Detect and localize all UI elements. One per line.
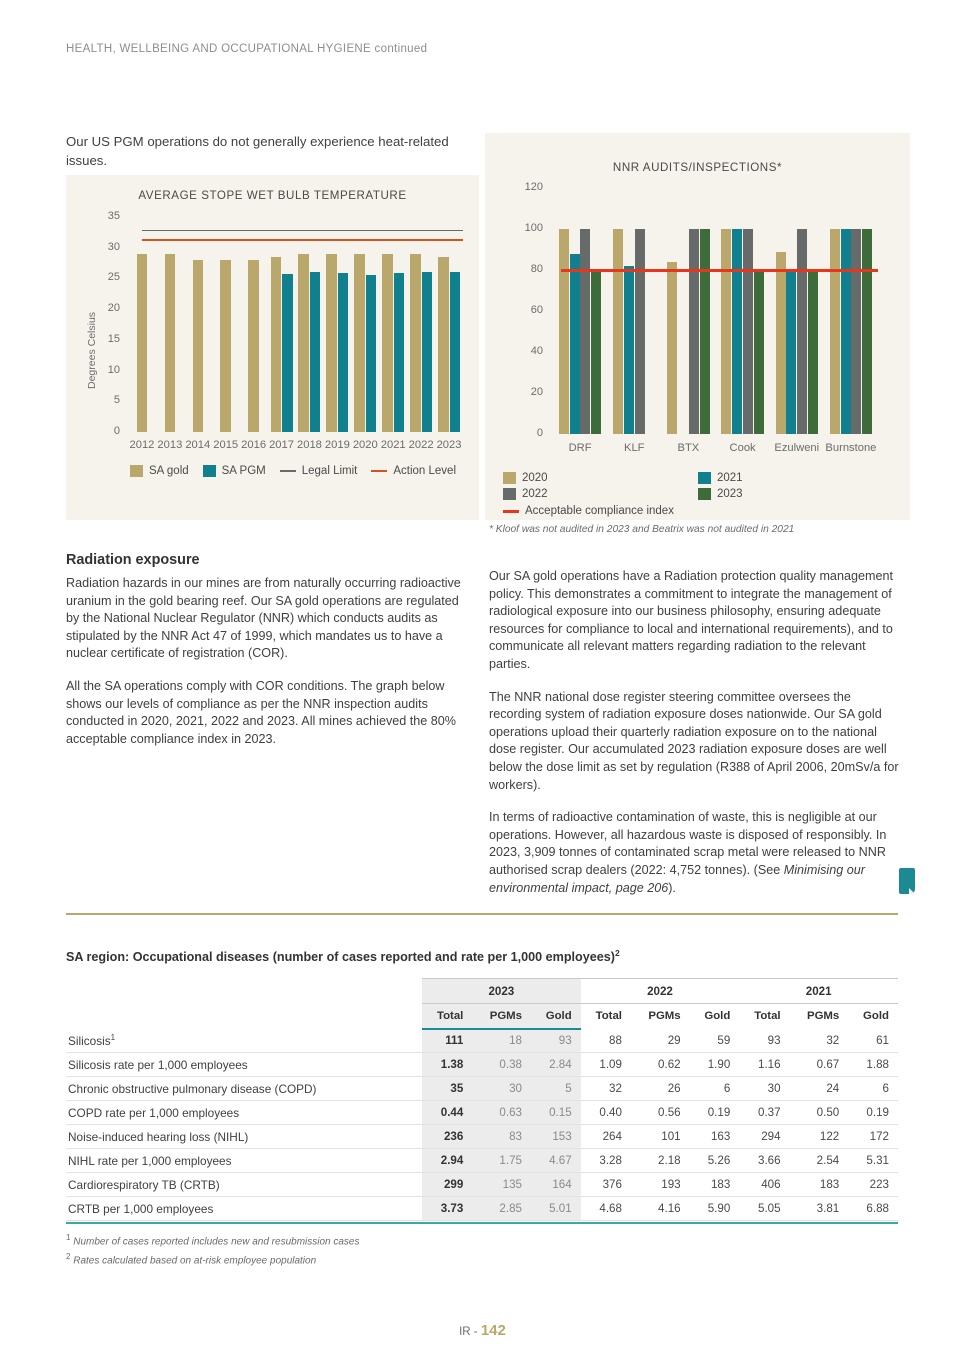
table-cell: 406 [739,1173,789,1197]
table-cell: 6.88 [848,1197,898,1221]
table-cell: 153 [531,1125,581,1149]
table-cell: 24 [790,1077,849,1101]
page-title: Radiation exposure [66,552,200,568]
table-row-label: Cardiorespiratory TB (CRTB) [66,1173,422,1197]
bar-2023 [591,270,601,434]
table-cell: 0.44 [422,1101,472,1125]
bar-sa-gold [271,257,282,432]
table-cell: 2.85 [472,1197,531,1221]
footnote-marker: 1 [66,1233,71,1242]
legend-label: Action Level [393,465,456,477]
table-cell: 0.40 [581,1101,631,1125]
legend-item [130,465,189,477]
y-axis-tick: 120 [524,181,543,193]
table-cell: 88 [581,1029,631,1053]
table-cell: 1.09 [581,1053,631,1077]
table-sub-header-2023-gold: Gold [531,1004,581,1029]
y-axis-tick: 60 [530,304,543,316]
cross-reference-italic: Minimising our environmental impact, page 206 [489,862,865,895]
bar-sa-gold [193,260,204,432]
table-row [66,1125,898,1149]
legend-line [280,470,296,472]
bar-sa-pgm [282,274,293,432]
table-cell: 4.68 [581,1197,631,1221]
y-axis-tick: 20 [107,302,120,315]
table-sub-header-2023-total: Total [422,1004,472,1029]
table-cell: 101 [631,1125,690,1149]
y-axis-tick: 35 [107,210,120,222]
legend-swatch [503,488,516,500]
table-cell: 0.67 [790,1053,849,1077]
table-cell: 32 [581,1077,631,1101]
bar-2021 [786,270,796,434]
table-group-header-row [66,979,898,1004]
table-caption [66,948,620,964]
paragraph: Radiation hazards in our mines are from naturally occurring radioactive uranium in the gold bearing reef. Our SA gold operations are regulated by the National Nuclear Regulator (NNR) which conducts audits as stipulated by the NNR Act 47 of 1999, which mandates us to have a nuclear certificate of registration (COR). [66,576,461,661]
bar-sa-pgm [366,275,377,432]
table-cell: 223 [848,1173,898,1197]
table-cell: 2.54 [790,1149,849,1173]
bar-sa-gold [298,254,309,432]
bar-sa-gold [438,257,449,432]
table-cell: 0.37 [739,1101,789,1125]
y-axis-tick: 10 [107,363,120,376]
paragraph: Our SA gold operations have a Radiation protection quality management policy. This demonstrates a commitment to integrate the management of radiological exposure into our business philosophy, ensuring adequate resources for compliance to local and international requirements), and to communicate all relevant matters regarding radiation to the relevant parties. [489,569,893,671]
page-footer [0,1322,965,1339]
table-sub-header-2021-pgms: PGMs [790,1004,849,1029]
table-cell: 193 [631,1173,690,1197]
table-cell: 6 [690,1077,740,1101]
table-sub-header-row [66,1004,898,1029]
table-header-rule [422,1028,581,1030]
table-cell: 35 [422,1077,472,1101]
bar-2020 [830,229,840,434]
legend-swatch [698,472,711,484]
bar-sa-pgm [394,273,405,432]
page-number: 142 [480,1322,506,1339]
x-axis-tick: Burnstone [825,442,877,454]
paragraph-with-reference [489,809,899,897]
table-cell: 29 [631,1029,690,1053]
body-column-right [489,568,899,912]
bar-sa-gold [248,260,259,432]
table-row-label: Silicosis$^1$ [66,1029,422,1053]
x-axis-tick: BTX [677,442,700,454]
table-cell: 294 [739,1125,789,1149]
table-bottom-rule [66,1222,898,1224]
table-cell: 59 [690,1029,740,1053]
table-cell: 0.19 [690,1101,740,1125]
table-row [66,1197,898,1221]
table-cell: 0.56 [631,1101,690,1125]
bar-2021 [570,254,580,434]
bar-sa-pgm [450,272,461,432]
table-cell: 111 [422,1029,472,1053]
bookmark-icon [899,868,915,894]
table-cell: 1.90 [690,1053,740,1077]
table-cell: 4.67 [531,1149,581,1173]
table-row-label: Chronic obstructive pulmonary disease (COPD) [66,1077,422,1101]
table-cell: 30 [739,1077,789,1101]
bar-sa-pgm [338,273,349,432]
bar-2020 [613,229,623,434]
legend-label: Acceptable compliance index [525,505,674,517]
table-cell: 32 [790,1029,849,1053]
table-row-label: COPD rate per 1,000 employees [66,1101,422,1125]
legend-item [503,472,684,484]
running-head: HEALTH, WELLBEING AND OCCUPATIONAL HYGIENE continued [66,43,428,55]
table-cell: 376 [581,1173,631,1197]
table-cell: 5.01 [531,1197,581,1221]
bar-sa-gold [382,254,393,432]
bar-sa-gold [410,254,421,432]
paragraph-text-suffix: ). [668,880,676,895]
x-axis-tick: 2023 [436,439,462,451]
plot-area-left [128,217,463,432]
bar-2021 [732,229,742,434]
table-cell: 5.90 [690,1197,740,1221]
bar-2023 [808,270,818,434]
y-axis-tick: 20 [530,386,543,398]
table-sub-header-2022-total: Total [581,1004,631,1029]
table-cell: 264 [581,1125,631,1149]
table-cell: 5 [531,1077,581,1101]
table-cell: 236 [422,1125,472,1149]
legend-item [371,465,456,477]
table-cell: 3.28 [581,1149,631,1173]
x-axis-tick: 2022 [408,439,434,451]
table-cell: 83 [472,1125,531,1149]
legend-swatch [130,465,143,477]
legend-label: SA gold [149,465,189,477]
legend-item [503,505,879,517]
footnote-marker: 2 [66,1252,71,1261]
y-axis-tick: 15 [107,332,120,345]
table-cell: 2.84 [531,1053,581,1077]
table-cell: 1.88 [848,1053,898,1077]
table-cell: 122 [790,1125,849,1149]
legend-label: 2023 [717,488,743,500]
bar-sa-gold [220,260,231,432]
table-cell: 172 [848,1125,898,1149]
table-cell: 164 [531,1173,581,1197]
table-cell: 183 [690,1173,740,1197]
table-cell: 135 [472,1173,531,1197]
x-axis-tick: 2020 [352,439,378,451]
bar-2020 [667,262,677,434]
legend-item [203,465,266,477]
reference-line-action-level [142,239,463,242]
table-row [66,1173,898,1197]
y-axis-tick: 25 [107,271,120,284]
legend-item [503,488,684,500]
y-axis-tick: 40 [530,345,543,357]
table-footnote-2: $^2$ Rates calculated based on at-risk employee population [66,1252,317,1267]
table-body [66,1029,898,1221]
table-cell: 93 [531,1029,581,1053]
reference-line-legal-limit [142,230,463,232]
bar-2021 [841,229,851,434]
table-row-label: CRTB per 1,000 employees [66,1197,422,1221]
bar-sa-gold [326,254,337,432]
section-divider [66,913,898,915]
table-row-label: NIHL rate per 1,000 employees [66,1149,422,1173]
table-group-header-2023: 2023 [422,979,581,1004]
chart-title-right: NNR AUDITS/INSPECTIONS* [612,161,783,174]
legend-item [698,488,879,500]
y-axis-tick: 30 [107,240,120,253]
bar-2022 [580,229,590,434]
bar-sa-gold [354,254,365,432]
table-cell: 30 [472,1077,531,1101]
bar-2020 [776,252,786,434]
table-cell: 1.75 [472,1149,531,1173]
bar-2020 [721,229,731,434]
table-cell: 93 [739,1029,789,1053]
table-row-label: Noise-induced hearing loss (NIHL) [66,1125,422,1149]
table-cell: 61 [848,1029,898,1053]
bar-2023 [754,270,764,434]
plot-area-right [553,188,878,434]
legend-label: 2022 [522,488,548,500]
intro-text: Our US PGM operations do not generally experience heat-related issues. [66,134,449,168]
bar-2022 [635,229,645,434]
x-axis-tick: 2014 [185,439,211,451]
x-axis-tick: 2016 [241,439,267,451]
y-axis-tick: 0 [113,425,120,437]
page-footer-prefix: IR - [459,1326,481,1338]
table-caption-footnote-marker: 2 [614,948,620,958]
bar-2023 [700,229,710,434]
bar-2023 [862,229,872,434]
chart-legend-right [503,472,893,517]
bar-2022 [851,229,861,434]
bar-sa-pgm [310,272,321,432]
table-cell: 0.38 [472,1053,531,1077]
legend-grid [503,472,893,500]
x-axis-tick: 2012 [129,439,155,451]
table-cell: 18 [472,1029,531,1053]
body-column-left [66,575,471,763]
table-sub-header-2022-pgms: PGMs [631,1004,690,1029]
table-row-label: Silicosis rate per 1,000 employees [66,1053,422,1077]
table-cell: 5.26 [690,1149,740,1173]
legend-item [698,472,879,484]
table-cell: 1.16 [739,1053,789,1077]
table-group-header-2022: 2022 [581,979,740,1004]
table-caption-text: SA region: Occupational diseases (number of cases reported and rate per 1,000 employees) [66,950,615,965]
bar-sa-pgm [422,272,433,432]
reference-line-acceptable-compliance-index [561,269,878,272]
bar-2022 [743,229,753,434]
table-cell: 0.50 [790,1101,849,1125]
table-cell: 4.16 [631,1197,690,1221]
legend-swatch [503,472,516,484]
x-axis-tick: 2015 [213,439,239,451]
table-sub-header-2021-gold: Gold [848,1004,898,1029]
table-row [66,1149,898,1173]
table-cell: 5.05 [739,1197,789,1221]
table-group-header-2021: 2021 [739,979,898,1004]
x-axis-tick: 2017 [269,439,294,451]
y-axis-tick: 100 [524,222,543,234]
bar-2022 [689,229,699,434]
legend-swatch [698,488,711,500]
table-sub-header-2021-total: Total [739,1004,789,1029]
bar-2021 [624,266,634,434]
chart-title-left: AVERAGE STOPE WET BULB TEMPERATURE [138,189,407,202]
table-cell: 26 [631,1077,690,1101]
x-axis-tick: 2018 [297,439,322,451]
x-axis-tick: KLF [623,442,645,454]
legend-row [130,465,470,477]
table-cell: 3.73 [422,1197,472,1221]
x-axis-tick: 2021 [380,439,406,451]
legend-label: 2020 [522,472,548,484]
x-axis-tick: Ezulweni [774,442,820,454]
paragraph: The NNR national dose register steering committee oversees the recording system of radiation exposure doses nationwide. Our SA gold operations upload their quarterly radiation exposure on to the national dose register. Our accumulated 2023 radiation exposure doses are well below the dose limit as set by regulation (R388 of April 2006, 20mSv/a for workers). [489,689,899,792]
table-cell: 0.19 [848,1101,898,1125]
y-axis-tick: 5 [113,394,120,407]
table-row-label-header [66,1004,422,1029]
table-corner-cell [66,979,422,1004]
row-footnote-marker: 1 [110,1032,116,1042]
legend-label: SA PGM [221,465,266,477]
table-cell: 3.66 [739,1149,789,1173]
legend-label: Legal Limit [301,465,358,477]
y-axis-label-left: Degrees Celsius [86,311,98,389]
table-cell: 163 [690,1125,740,1149]
legend-line [503,510,519,513]
table-cell: 3.81 [790,1197,849,1221]
x-axis-tick: Cook [729,442,756,454]
x-axis-tick: 2013 [157,439,183,451]
legend-line [371,470,387,473]
legend-swatch [203,465,216,477]
chart-average-stope-wet-bulb-temperature [66,175,479,520]
bar-2020 [559,229,569,434]
table-cell: 0.15 [531,1101,581,1125]
table-head [66,979,898,1029]
legend-item [280,465,358,477]
y-axis-tick: 80 [530,263,543,275]
bar-2022 [797,229,807,434]
table-sub-header-2022-gold: Gold [690,1004,740,1029]
chart-footnote: * Kloof was not audited in 2023 and Beatrix was not audited in 2021 [489,524,795,535]
table-row [66,1077,898,1101]
x-axis-tick: 2019 [324,439,350,451]
bar-sa-gold [137,254,148,432]
table-cell: 0.62 [631,1053,690,1077]
table-footnote-1: $^1$ Number of cases reported includes new and resubmission cases [66,1233,360,1248]
table-cell: 1.38 [422,1053,472,1077]
x-axis-tick: DRF [568,442,592,454]
legend-label: 2021 [717,472,743,484]
table-row [66,1029,898,1053]
paragraph-text: In terms of radioactive contamination of waste, this is negligible at our operations. However, all hazardous waste is disposed of responsibly. In 2023, 3,909 tonnes of contaminated scrap metal were released to NNR authorised scrap dealers (2022: 4,752 tonnes). (See [489,810,887,877]
table-cell: 299 [422,1173,472,1197]
paragraph: All the SA operations comply with COR conditions. The graph below shows our levels of compliance as per the NNR inspection audits conducted in 2020, 2021, 2022 and 2023. All mines achieved the 80% acceptable compliance index in 2023. [66,678,457,746]
table-cell: 2.94 [422,1149,472,1173]
table-cell: 0.63 [472,1101,531,1125]
table-row [66,1101,898,1125]
bar-sa-gold [165,254,176,432]
table-sub-header-2023-pgms: PGMs [472,1004,531,1029]
y-axis-tick: 0 [536,427,543,439]
table-row [66,1053,898,1077]
table-cell: 2.18 [631,1149,690,1173]
table-cell: 5.31 [848,1149,898,1173]
chart-nnr-audits-inspections [485,133,910,520]
occupational-diseases-table [66,978,898,1221]
table-cell: 6 [848,1077,898,1101]
table-cell: 183 [790,1173,849,1197]
chart-legend-left [130,465,470,477]
